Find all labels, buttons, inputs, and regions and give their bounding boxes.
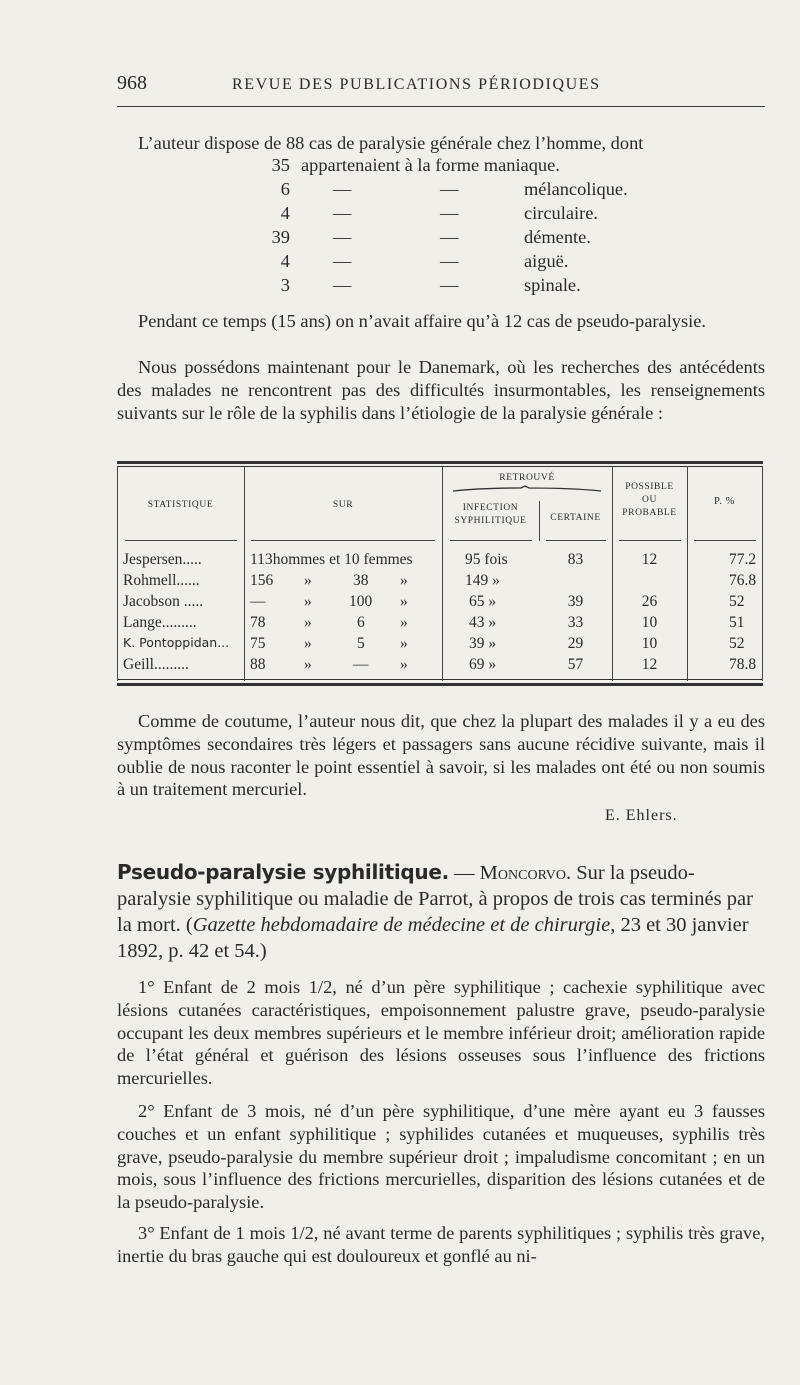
table-cell-sur [250,551,413,569]
table-cell-ditto: » [400,572,408,589]
header-statistique: STATISTIQUE [147,500,214,510]
table-cell-infection: 69 » [469,656,497,673]
ditto-dash: — [440,227,459,247]
table-cell-certaine: 57 [567,656,584,673]
header-underline [251,540,435,541]
table-cell-name: K. Pontoppidan... [123,635,230,650]
case-paragraph: 2° Enfant de 3 mois, né d’un père syphilitique, d’une mère ayant eu 3 fausses couches et un enfant syphilitique ; syphilides cutanées et muqueuses, syphilis très grave, pseudo-paralysie du membre supérieur droit ; impaludisme concomitant ; en un mois, sous l’influence des frictions mercurielles, disparition des lésions cutanées et de la pseudo-paralysie. [117,1101,765,1213]
table-cell-ditto: » [400,656,408,673]
ditto-dash: — [333,203,352,223]
form-text: mélancolique. [524,179,628,199]
ditto-dash: — [333,179,352,199]
header-rule [117,106,765,107]
article-citation: , 23 et 30 janvier 1892, p. 42 et 54.) [117,914,749,962]
table-cell-certaine: 33 [567,614,584,631]
case-paragraph: 3° Enfant de 1 mois 1/2, né avant terme de parents syphilitiques ; syphilis très grave, inertie du bras gauche qui est douloureux et gonflé au ni- [117,1223,765,1266]
form-text: appartenaient à la forme maniaque. [301,155,560,175]
table-cell-sur: — [250,593,266,610]
form-count: 4 [280,251,290,271]
article-title: Pseudo-paralysie syphilitique. [117,860,449,884]
table-cell-pct: 77.2 [729,551,757,568]
table-cell-name: Jacobson ..... [123,593,204,610]
table-cell-sur: 78 [250,614,266,631]
table-cell-possible: 10 [641,614,658,631]
header-infection [442,502,539,528]
column-divider [762,466,763,681]
table-cell-pct: 52 [729,635,745,652]
form-text: circulaire. [524,203,599,223]
statistics-table [117,461,763,689]
table-cell-ditto: » [304,593,312,610]
paragraph: Nous possédons maintenant pour le Danemark, où les recherches des antécédents des malades ne rencontrent pas des difficultés insurmontables, les renseignements suivants sur le rôle de la syphilis dans l’étiologie de la paralysie générale : [117,357,765,423]
header-sur: SUR [332,500,354,510]
header-possible-line2: OU [642,495,657,505]
table-cell-infection: 65 » [469,593,497,610]
form-count: 4 [280,203,290,223]
table-cell-ditto: » [304,656,312,673]
header-underline [546,540,606,541]
header-pct: P. % [713,496,736,507]
form-text: spinale. [524,275,581,295]
table-cell-ditto: » [304,572,312,589]
ditto-dash: — [333,227,352,247]
table-cell-sur-count: 113 [250,551,273,568]
form-count: 35 [271,155,290,175]
table-cell-ditto: » [304,614,312,631]
form-count: 6 [280,179,290,199]
header-underline [619,540,681,541]
signature: E. Ehlers. [605,807,678,824]
table-rule [117,461,763,464]
ditto-dash: — [333,275,352,295]
article-journal: Gazette hebdomadaire de médecine et de chirurgie [192,914,611,936]
page-number: 968 [117,72,147,94]
table-rule [117,683,763,686]
ditto-dash: — [440,251,459,271]
table-cell-name: Rohmell...... [123,572,200,589]
form-text: aiguë. [524,251,569,271]
table-rule [117,466,763,467]
table-cell-sur: 88 [250,656,266,673]
header-infection-line1: INFECTION [462,503,519,513]
table-cell-sur-women: 6 [357,614,365,631]
table-cell-certaine: 39 [567,593,584,610]
paragraph: Comme de coutume, l’auteur nous dit, que chez la plupart des malades il y a eu des symptômes secondaires très légers et passagers sans aucune récidive suivante, mais il oublie de nous raconter le point essentiel à savoir, si les malades ont été ou non soumis à un traitement mercuriel. [117,711,765,800]
table-cell-sur-women: 5 [357,635,365,652]
table-cell-sur: 75 [250,635,266,652]
form-count: 3 [280,275,290,295]
table-cell-pct: 76.8 [729,572,757,589]
table-cell-sur-women: 38 [353,572,369,589]
ditto-dash: — [440,275,459,295]
paragraph: Pendant ce temps (15 ans) on n’avait affaire qu’à 12 cas de pseudo-paralysie. [138,311,707,331]
table-cell-possible: 12 [641,656,658,673]
header-underline [125,540,237,541]
table-cell-infection: 43 » [469,614,497,631]
table-cell-name: Lange......... [123,614,197,631]
table-cell-sur-text: hommes et 10 femmes [272,551,413,568]
table-cell-infection: 149 » [465,572,500,589]
intro-line [117,132,765,155]
case-paragraph: 1° Enfant de 2 mois 1/2, né d’un père syphilitique ; cachexie syphilitique avec lésions cutanées caractéristiques, empoisonnement palustre grave, pseudo-paralysie occupant les deux membres supérieurs et le membre inférieur droit; amélioration rapide de l’état général et guérison des lésions osseuses sous l’influence des frictions mercurielles. [117,977,765,1089]
table-cell-infection: 95 fois [465,551,508,568]
brace-icon [451,485,603,493]
header-certaine: CERTAINE [550,513,601,523]
table-cell-ditto: » [400,614,408,631]
running-title: REVUE DES PUBLICATIONS PÉRIODIQUES [232,76,601,93]
table-cell-sur: 156 [250,572,274,589]
ditto-dash: — [440,179,459,199]
header-possible-line3: PROBABLE [622,508,677,518]
table-cell-pct: 51 [729,614,745,631]
article-dash: — [448,862,480,884]
table-cell-possible: 26 [641,593,658,610]
table-rule [117,679,763,680]
article-author: Moncorvo. [479,862,572,884]
table-cell-name: Geill......... [123,656,189,673]
header-possible [612,481,687,520]
table-cell-pct: 78.8 [729,656,757,673]
header-infection-line2: SYPHILITIQUE [454,516,527,526]
table-cell-possible: 12 [641,551,658,568]
table-cell-possible: 10 [641,635,658,652]
header-possible-line1: POSSIBLE [625,482,674,492]
table-cell-certaine: 29 [567,635,584,652]
form-count: 39 [271,227,290,247]
table-cell-pct: 52 [729,593,745,610]
header-underline [694,540,756,541]
table-cell-ditto: » [304,635,312,652]
table-cell-infection: 39 » [469,635,497,652]
article-heading [117,859,765,964]
header-underline [450,540,532,541]
table-cell-sur-women: 100 [349,593,373,610]
table-cell-ditto: » [400,635,408,652]
ditto-dash: — [440,203,459,223]
table-cell-certaine: 83 [567,551,584,568]
form-text: démente. [524,227,591,247]
intro-line-text: L’auteur dispose de 88 cas de paralysie générale chez l’homme, dont [138,133,644,153]
table-cell-name: Jespersen..... [123,551,202,568]
table-cell-ditto: » [400,593,408,610]
column-divider [442,466,443,681]
header-retrouve: RETROUVÉ [499,473,555,483]
table-cell-sur-women: — [353,656,369,673]
article-subtitle: Sur la pseudo-paralysie syphilitique ou maladie de Parrot, à propos de trois cas terminés par la mort. ( [117,862,753,936]
ditto-dash: — [333,251,352,271]
